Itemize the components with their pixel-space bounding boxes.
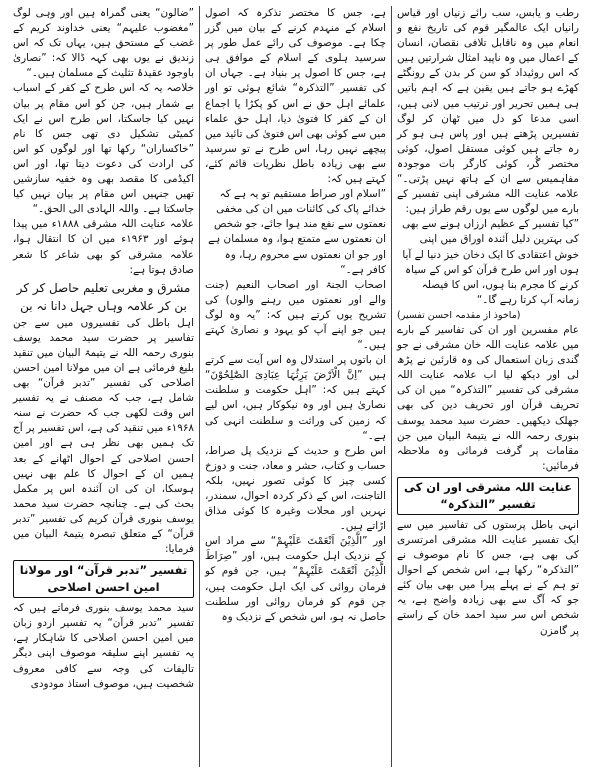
paragraph: عام مفسرین اور ان کی تفاسیر کے بارے میں علامہ عنایت اللہ خان مشرقی نے جو گندی زبان استعمال کی وہ قارئین نے پڑھ لی اور دیکھ لیا اب علامہ عنایت اللہ مشرقی کی تفسیر ”التذکرہ“ میں ان کی تحریف قرآن اور تحریف دین کی بھی جھلک دیکھیں۔ حضرت سید محمد یوسف بنوری رحمہ اللہ نے یتیمۃ البیان میں جن مقامات پر گرفت فرمائی وہ ملاحظہ فرمائیں:	[397, 323, 579, 472]
paragraph: رطب و یابس، سب رائے زنیاں اور قیاس رانیاں ایک عالمگیر قوم کی تاریخ نفع و انعام میں وہ ناقابل تلافی نقصان، انسان کے اعمال میں وہ ناپید امثال شرارتیں ہیں کہ اس روئیداد کو سن کر بدن کے رونگٹے کھڑے ہو جاتے ہیں یقین ہے کہ اہم باتیں ہی ہمیں تحریر اور ترتیب میں لانی ہیں، اسی مدعا کو دل میں ٹھان کر لوگ تفسیریں پڑھتے ہیں اور پاس ہی ہو کر رہ جاتے ہیں کوئی مستقل اصول، کوئی مختصر گُر، کوئی کارگر بات موجودہ مفاہمیس سے ان کے ہاتھ نہیں پڑتی۔“ علامہ عنایت اللہ مشرقی اپنی تفسیر کے بارے میں لوگوں سے یوں رقم طراز ہیں:	[397, 7, 579, 216]
verse-line: بن کر علامہ وہاں جہل دانا نہ بن	[20, 298, 187, 313]
paragraph: ”ضالون“ یعنی گمراہ ہیں اور وہی لوگ ”مغضوب علیہم“ یعنی خداوند کریم کے غضب کے مستحق ہیں، یہاں تک کہ اس زندیق نے یوں بھی کہہ ڈالا کہ: ”نصاریٰ باوجود عقیدۂ تثلیث کے مسلمان ہیں۔“	[13, 7, 194, 80]
paragraph: انہی باطل پرستوں کی تفاسیر میں سے ایک تفسیر عنایت اللہ مشرقی امرتسری کی بھی ہے، جس کا نام موصوف نے ”التذکرہ“ رکھا ہے، اس شخص کے احوال تو ہم کے نے پہلے پیرا میں بھی بیان کئے جو کہ آگ سے بھی زیادہ واضح ہے، یہ شخص اس سر سید احمد خان کے راستے پر گامزن	[397, 518, 579, 637]
section-heading: عنایت اللہ مشرقی اور ان کی تفسیر ”التذکرہ“	[397, 477, 579, 515]
quote-paragraph: ”کیا تفسیر کے عظیم ارزاں ہونے سے بھی کی بہترین دلیل آئندہ اوراق میں اپنی خوش اعتقادی کا ایک دخان خیز دنیا لے آیا ہوں اور اس طرح قرآن کو اس کے سیاہ کرنے کا مجرم بنا ہوں، اس کا فیصلہ زمانہ آپ کرتا رہے گا۔“	[402, 218, 579, 306]
paragraph: اور ”الَّذِیْنَ اَنْعَمْتَ عَلَیْہِمْ“ سے مراد اس کے نزدیک اہل حکومت ہیں، اور ”صِرَاطَ الَّذِیْنَ اَنْعَمْتَ عَلَیْہِمْ“ ہیں، جن قوم کو فرمان روائی کی ایک اہل حکومت ہیں، جن قوم کو فرمان روائی اور سلطنت حاصل نہ ہو، اس شخص کے نزدیک وہ	[205, 535, 386, 623]
paragraph: علامہ عنایت اللہ مشرقی ۱۸۸۸ء میں پیدا ہوئے اور ۱۹۶۳ء میں ان کا انتقال ہوا، علامہ مشرقی کو بھی شاعر کا شعر صادق ہوتا ہے:	[13, 218, 194, 276]
column-left	[8, 6, 200, 767]
section-heading: تفسیر ”تدبر قرآن“ اور مولانا امین احسن اصلاحی	[13, 560, 194, 598]
column-middle	[200, 6, 392, 767]
paragraph: خلاصہ یہ کہ اس طرح کے کفر کے اسباب بے شمار ہیں، جن کو اس مقام پر بیان نہیں کیا جاسکتا، اس طرح اس نے ایک کمیٹی تشکیل دی تھی جس کا نام ”خاکساران“ رکھا تھا اور لوگوں کو اس کی ارادت کی دعوت دیتا تھا، اور اس اکیڈمی کا مقصد بھی وہ خفیہ سازشیں تھیں جنہیں اس مقام پر بیان نہیں کیا جاسکتا ہے۔ واللہ الہادی الی الحق۔“	[13, 82, 194, 216]
paragraph: سید محمد یوسف بنوری فرماتے ہیں کہ تفسیر ”تدبر قرآن“ یہ تفسیر اردو زبان میں امین احسن اصلاحی کا شاہکار ہے، یہ تفسیر اپنے سلیقہ موصوف اپنی دیگر تالیفات کی وجہ سے کافی معروف شخصیت ہیں، موصوف استاذ مودودی	[13, 602, 194, 690]
verse-line: مشرق و مغربی تعلیم حاصل کر کر	[16, 280, 191, 295]
paragraph: اس طرح و حدیث کے نزدیک پل صراط، حساب و کتاب، حشر و معاد، جنت و دوزخ کسی چیز کا کوئی تصور نہیں، بلکہ التاجنت، اس کے ذکر کردہ احوال، سمندر، نہریں اور محلات وغیرہ کا کوئی مذاق اڑاتے ہیں۔	[205, 444, 386, 533]
source-note: (ماخوذ از مقدمہ احسن تفسیر)	[397, 309, 521, 321]
paragraph: اصحاب الجنۃ اور اصحاب النعیم (جنت والے اور نعمتوں میں رہنے والوں) کی تشریح یوں کرتے ہیں کہ: ”یہ وہ لوگ ہیں جو اپنے آپ کو یہود و نصاریٰ کہتے ہیں۔“	[205, 278, 386, 352]
paragraph: اہل باطل کی تفسیروں میں سے جن تفاسیر پر حضرت سید محمد یوسف بنوری رحمہ اللہ نے یتیمۃ البیان میں تنقید بلیغ فرمائی ہے ان میں مولانا امین احسن اصلاحی کی تفسیر ”تدبر قرآن“ بھی شامل ہے، جب کہ مصنف نے یہ تفسیر اس وقت لکھی جب کہ حضرت نے سنہ ۱۹۶۸ء میں تنقید کی ہے، اس تفسیر پر آج تک ہمیں بھی نظر ہی ہے اور امین احسن اصلاحی کے احوال اٹھانے کے بعد ہمیں ان کے احوال کا علم بھی نہیں ہوسکا، ان کی ان آئندہ اس پر مکمل بحث کی ہے۔ چنانچہ حضرت سید محمد یوسف بنوری قرآن کریم کی تفسیر ”تدبر قرآن“ کے متعلق تبصرہ یتیمۃ البیان میں فرمایا:	[13, 316, 194, 556]
paragraph: ہے، جس کا مختصر تذکرہ کہ اصول اسلام کے منہدم کرنے کے بیان میں گزر چکا ہے۔ موصوف کی رائے عمل طور پر سرسید ہلوی کے اسلام کے موافق ہی ہے، جس کا اصول پر بنیاد ہے۔ جہاں ان کی تفسیر ”التذکرہ“ شائع ہوئی تو اور علمائے اہل حق نے اس کو پکڑا یا اجماع ان کے کفر کا فتویٰ دیا، اہل حق علماء میں سے کوئی بھی اس فتویٰ کی تائید میں پیچھے نہیں رہا، اس طرح نے تو سرسید سے بھی زیادہ باطل نظریات قائم کئے، کہتے ہیں کہ:	[205, 7, 386, 186]
column-right	[392, 6, 584, 767]
quote-paragraph: ”اسلام اور صراط مستقیم تو یہ ہے کہ خدائے پاک کی کائنات میں ان کی مخفی نعمتوں سے نفع مند ہوا جائے، جو شخص ان نعمتوں سے متمتع ہوا، وہ مسلمان ہے اور جو ان نعمتوں سے محروم رہا، وہ کافر ہے۔“	[208, 188, 386, 276]
paragraph: ان باتوں پر استدلال وہ اس آیت سے کرتے ہیں ”اِنَّ الْاَرْضَ یَرِثُہَا عِبَادِیَ الصّٰلِحُوْنَ“ کہتے ہیں کہ: ”اہل حکومت و سلطنت نصاریٰ ہیں اور وہ نیکوکار ہیں، اس لیے کہ زمین کی وراثت و سلطنت انہی کی ہے۔“	[205, 354, 386, 442]
